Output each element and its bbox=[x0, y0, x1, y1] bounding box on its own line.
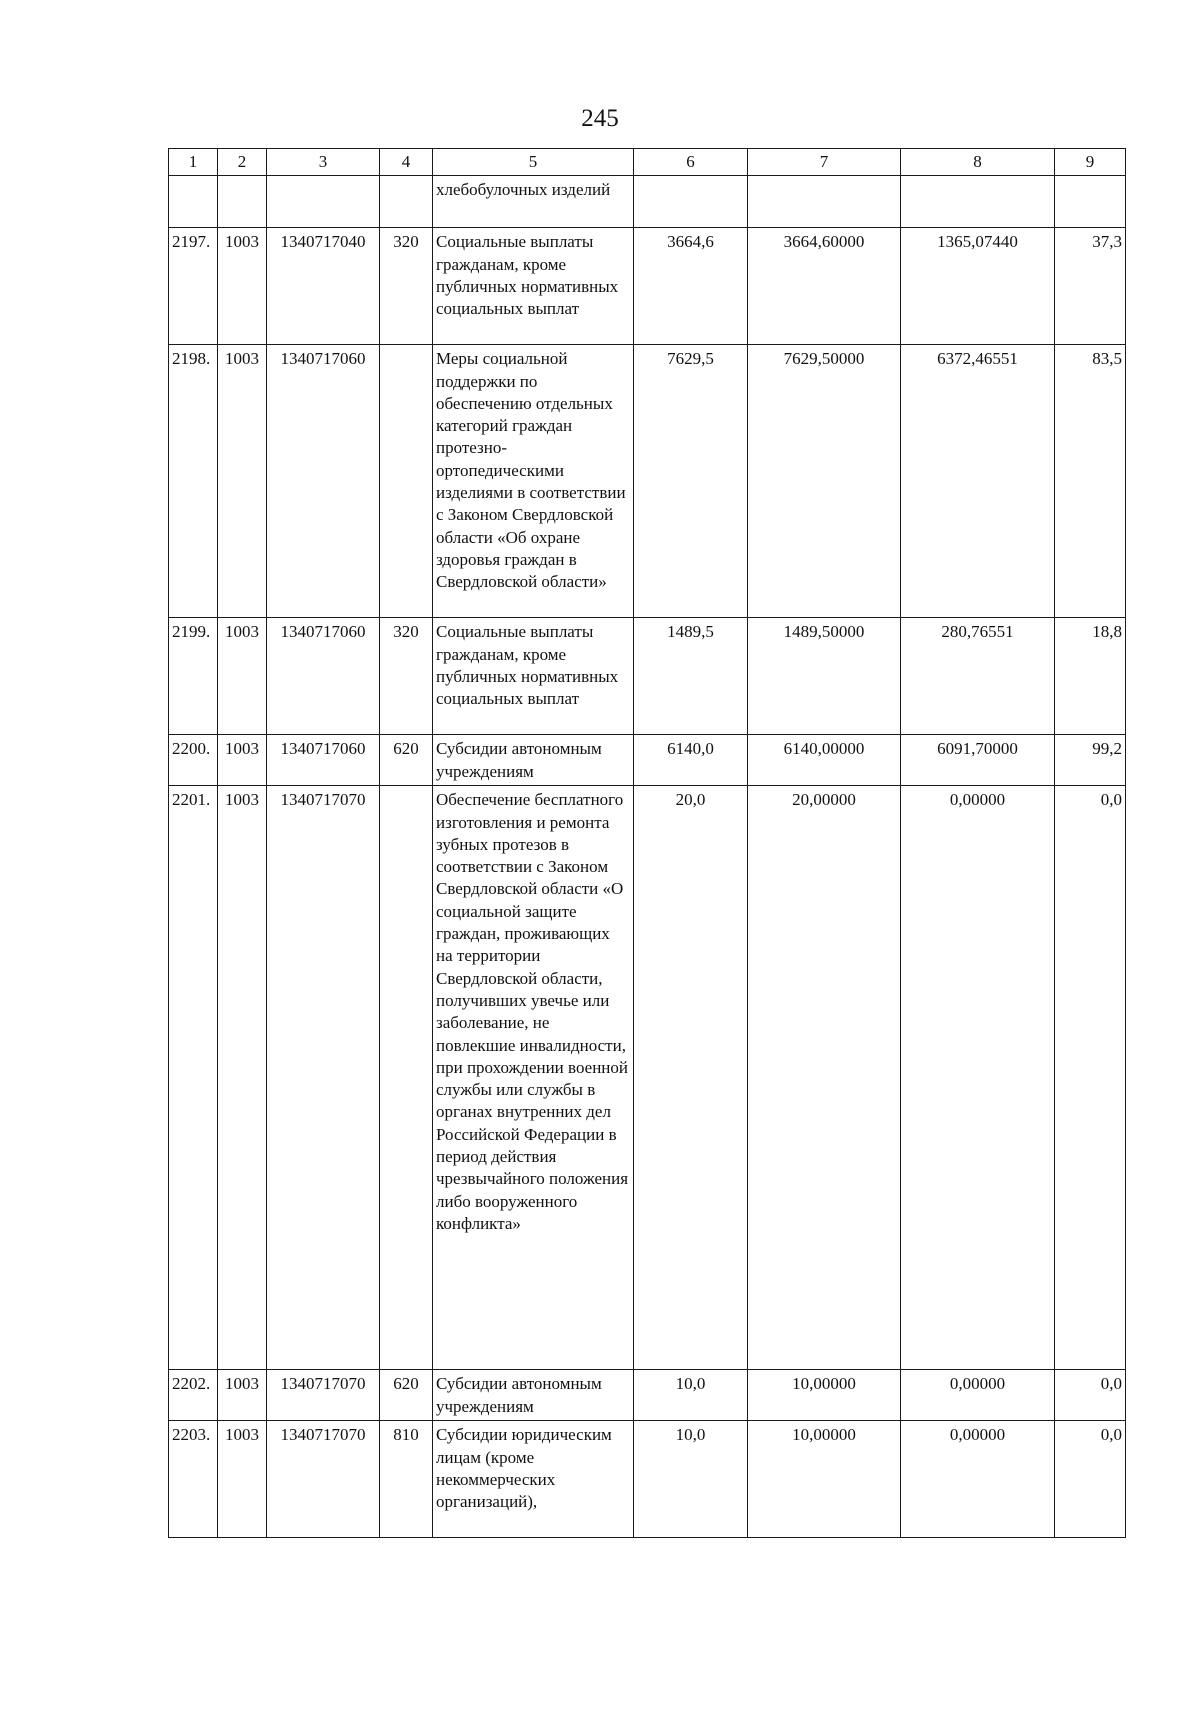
row-value-8: 1365,07440 bbox=[901, 228, 1055, 345]
table-row bbox=[169, 1421, 1126, 1538]
row-value-6: 6140,0 bbox=[634, 735, 748, 786]
row-number: 2202. bbox=[169, 1370, 218, 1421]
row-value-8: 0,00000 bbox=[901, 786, 1055, 1370]
table-row bbox=[169, 228, 1126, 345]
table-row bbox=[169, 618, 1126, 735]
row-code-section: 1003 bbox=[218, 228, 267, 345]
row-value-9: 99,2 bbox=[1055, 735, 1126, 786]
column-header: 9 bbox=[1055, 149, 1126, 176]
column-header: 5 bbox=[433, 149, 634, 176]
row-description: Социальные выплаты гражданам, кроме публичных нормативных социальных выплат bbox=[433, 618, 634, 735]
column-header: 7 bbox=[748, 149, 901, 176]
row-number: 2201. bbox=[169, 786, 218, 1370]
column-header: 8 bbox=[901, 149, 1055, 176]
row-code-section: 1003 bbox=[218, 786, 267, 1370]
row-description: Обеспечение бесплатного изготовления и ремонта зубных протезов в соответствии с Законом Свердловской области «О социальной защите граждан, проживающих на территории Свердловской области, получивших увечье или заболевание, не повлекшие инвалидности, при прохождении военной службы или службы в органах внутренних дел Российской Федерации в период действия чрезвычайного положения либо вооруженного конфликта» bbox=[433, 786, 634, 1370]
row-value-6: 3664,6 bbox=[634, 228, 748, 345]
row-value-7: 1489,50000 bbox=[748, 618, 901, 735]
row-code-target: 1340717070 bbox=[267, 1370, 380, 1421]
row-value-7: 10,00000 bbox=[748, 1370, 901, 1421]
column-header: 3 bbox=[267, 149, 380, 176]
table-row bbox=[169, 1370, 1126, 1421]
table-row bbox=[169, 786, 1126, 1370]
row-number: 2199. bbox=[169, 618, 218, 735]
row-value-7: 20,00000 bbox=[748, 786, 901, 1370]
row-description: Социальные выплаты гражданам, кроме публичных нормативных социальных выплат bbox=[433, 228, 634, 345]
row-number: 2198. bbox=[169, 345, 218, 618]
row-code-target: 1340717060 bbox=[267, 735, 380, 786]
row-code-section: 1003 bbox=[218, 345, 267, 618]
column-header: 6 bbox=[634, 149, 748, 176]
row-code-target: 1340717070 bbox=[267, 786, 380, 1370]
row-number: 2203. bbox=[169, 1421, 218, 1538]
row-value-7: 7629,50000 bbox=[748, 345, 901, 618]
row-code-type: 810 bbox=[380, 1421, 433, 1538]
row-number: 2197. bbox=[169, 228, 218, 345]
table-row bbox=[169, 735, 1126, 786]
page-number: 245 bbox=[581, 105, 619, 132]
row-code-section: 1003 bbox=[218, 1421, 267, 1538]
row-code-target: 1340717070 bbox=[267, 1421, 380, 1538]
row-value-8: 0,00000 bbox=[901, 1421, 1055, 1538]
row-value-6: 1489,5 bbox=[634, 618, 748, 735]
row-value-6: 7629,5 bbox=[634, 345, 748, 618]
row-value-6: 20,0 bbox=[634, 786, 748, 1370]
column-header: 4 bbox=[380, 149, 433, 176]
budget-table bbox=[168, 148, 1126, 1538]
row-value-9: 0,0 bbox=[1055, 1370, 1126, 1421]
row-code-target: 1340717060 bbox=[267, 618, 380, 735]
row-description: хлебобулочных изделий bbox=[433, 176, 634, 228]
row-code-type: 320 bbox=[380, 618, 433, 735]
row-number: 2200. bbox=[169, 735, 218, 786]
row-description: Меры социальной поддержки по обеспечению отдельных категорий граждан протезно-ортопедическими изделиями в соответствии с Законом Свердловской области «Об охране здоровья граждан в Свердловской области» bbox=[433, 345, 634, 618]
row-value-9: 18,8 bbox=[1055, 618, 1126, 735]
row-value-8: 6372,46551 bbox=[901, 345, 1055, 618]
row-value-8: 280,76551 bbox=[901, 618, 1055, 735]
row-value-6: 10,0 bbox=[634, 1370, 748, 1421]
row-value-9: 37,3 bbox=[1055, 228, 1126, 345]
row-value-9: 0,0 bbox=[1055, 786, 1126, 1370]
row-value-9: 0,0 bbox=[1055, 1421, 1126, 1538]
column-number-row bbox=[169, 149, 1126, 176]
column-header: 2 bbox=[218, 149, 267, 176]
row-description: Субсидии юридическим лицам (кроме некоммерческих организаций), bbox=[433, 1421, 634, 1538]
row-code-section: 1003 bbox=[218, 618, 267, 735]
row-description: Субсидии автономным учреждениям bbox=[433, 735, 634, 786]
row-code-type bbox=[380, 345, 433, 618]
row-code-type: 320 bbox=[380, 228, 433, 345]
row-value-9: 83,5 bbox=[1055, 345, 1126, 618]
row-code-type bbox=[380, 786, 433, 1370]
row-description: Субсидии автономным учреждениям bbox=[433, 1370, 634, 1421]
row-code-target: 1340717060 bbox=[267, 345, 380, 618]
row-value-7: 10,00000 bbox=[748, 1421, 901, 1538]
row-code-section: 1003 bbox=[218, 735, 267, 786]
column-header: 1 bbox=[169, 149, 218, 176]
continuation-row bbox=[169, 176, 1126, 228]
row-value-8: 0,00000 bbox=[901, 1370, 1055, 1421]
row-code-type: 620 bbox=[380, 1370, 433, 1421]
row-code-target: 1340717040 bbox=[267, 228, 380, 345]
table-row bbox=[169, 345, 1126, 618]
row-value-7: 3664,60000 bbox=[748, 228, 901, 345]
row-code-type: 620 bbox=[380, 735, 433, 786]
row-value-7: 6140,00000 bbox=[748, 735, 901, 786]
row-code-section: 1003 bbox=[218, 1370, 267, 1421]
row-value-8: 6091,70000 bbox=[901, 735, 1055, 786]
row-value-6: 10,0 bbox=[634, 1421, 748, 1538]
